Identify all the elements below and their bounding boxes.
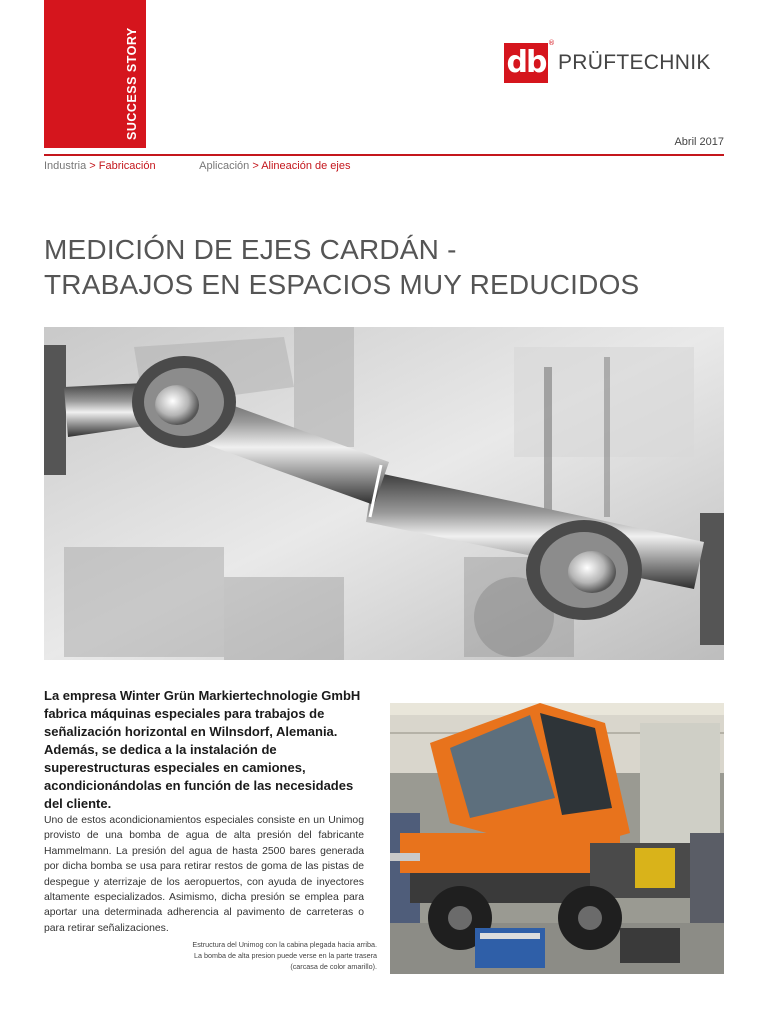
logo-wordmark: PRÜFTECHNIK: [558, 51, 711, 74]
registered-mark: ®: [548, 39, 555, 47]
application-link[interactable]: > Alineación de ejes: [252, 160, 351, 172]
title-line-1: MEDICIÓN DE EJES CARDÁN -: [44, 234, 457, 265]
photo-caption: [150, 939, 377, 972]
logo-mark: db ®: [504, 43, 548, 83]
caption-line-2: La bomba de alta presion puede verse en la parte trasera: [193, 951, 377, 960]
publication-date: Abril 2017: [674, 136, 724, 148]
success-story-label: SUCCESS STORY: [125, 27, 139, 140]
lead-paragraph: La empresa Winter Grün Markiertechnologie GmbH fabrica máquinas especiales para trabajos de señalización horizontal en Wilnsdorf, Alemania. Además, se dedica a la instalación de superestructuras especiales en camiones, acondicionándolas en función de las necesidades del cliente.: [44, 688, 361, 811]
pruftechnik-logo[interactable]: [504, 39, 711, 84]
industry-link[interactable]: > Fabricación: [89, 160, 156, 172]
unimog-truck-photo: [390, 703, 724, 974]
caption-line-3: (carcasa de color amarillo).: [290, 962, 377, 971]
caption-line-1: Estructura del Unimog con la cabina plegada hacia arriba.: [192, 940, 377, 949]
title-line-2: TRABAJOS EN ESPACIOS MUY REDUCIDOS: [44, 269, 640, 300]
page-title: [44, 232, 724, 302]
industry-label: Industria: [44, 160, 87, 172]
header-divider: [44, 154, 724, 156]
cardan-shaft-image: [44, 327, 724, 660]
breadcrumb: [44, 160, 351, 172]
application-label: Aplicación: [199, 160, 250, 172]
body-paragraph: Uno de estos acondicionamientos especiales consiste en un Unimog provisto de una bomba de agua de alta presión del fabricante Hammelmann. La presión del agua de hasta 2500 bares generada por dicha bomba se usa para retirar restos de goma de las pistas de despegue y aterrizaje de los aeropuertos, con ayuda de inyectores altamente especializados. Asimismo, dicha presión se emplea para aportar una determinada adherencia al pavimento de carreteras o para retirar señalizaciones.: [44, 815, 364, 934]
success-story-tab: [44, 0, 146, 148]
